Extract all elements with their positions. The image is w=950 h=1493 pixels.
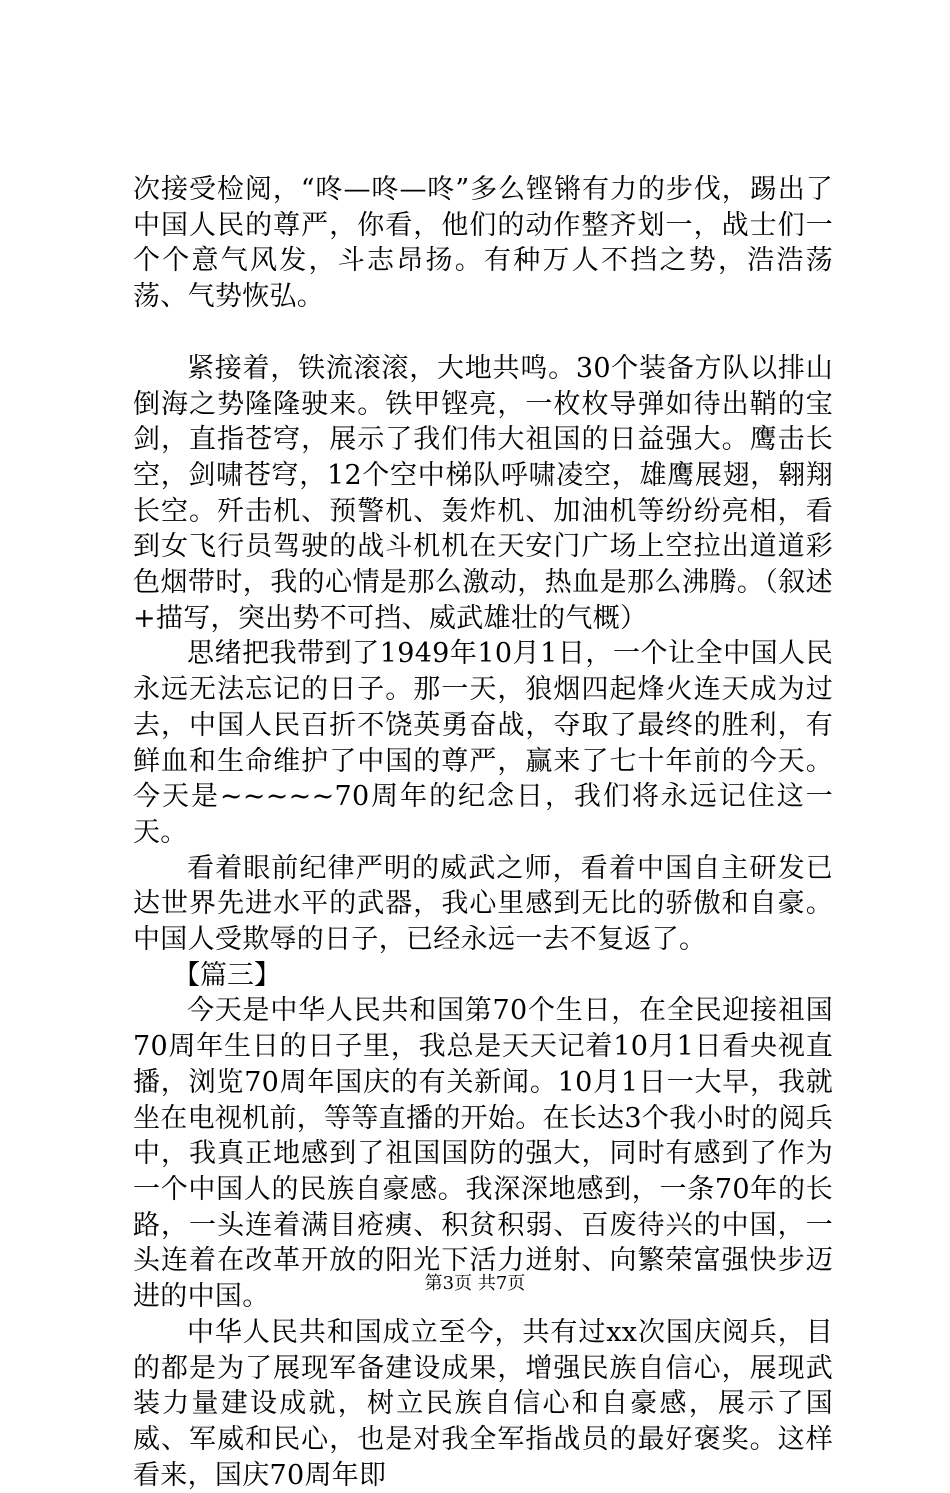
page-footer: 第3页 共7页 <box>424 1273 526 1294</box>
paragraph-3: 思绪把我带到了1949年10月1日，一个让全中国人民永远无法忘记的日子。那一天，狼烟四起烽火连天成为过去，中国人民百折不饶英勇奋战，夺取了最终的胜利，有鲜血和生命维护了中国的尊严，赢来了七十年前的今天。今天是~~~~~70周年的纪念日，我们将永远记住这一天。 <box>133 638 833 848</box>
section-heading: 【篇三】 <box>173 959 281 991</box>
paragraph-5: 今天是中华人民共和国第70个生日，在全民迎接祖国70周年生日的日子里，我总是天天记着10月1日看央视直播，浏览70周年国庆的有关新闻。10月1日一大早，我就坐在电视机前，等等直播的开始。在长达3个我小时的阅兵中，我真正地感到了祖国国防的强大，同时有感到了作为一个中国人的民族自豪感。我深深地感到，一条70年的长路，一头连着满目疮痍、积贫积弱、百废待兴的中国，一头连着在改革开放的阳光下活力迸射、向繁荣富强快步迈进的中国。 <box>133 995 833 1313</box>
paragraph-4: 看着眼前纪律严明的威武之师，看着中国自主研发已达世界先进水平的武器，我心里感到无比的骄傲和自豪。中国人受欺辱的日子，已经永远一去不复返了。 <box>133 852 833 956</box>
paragraph-2: 紧接着，铁流滚滚，大地共鸣。30个装备方队以排山倒海之势隆隆驶来。铁甲铿亮，一枚枚导弹如待出鞘的宝剑，直指苍穹，展示了我们伟大祖国的日益强大。鹰击长空，剑啸苍穹，12个空中梯队呼啸凌空，雄鹰展翅，翱翔长空。歼击机、预警机、轰炸机、加油机等纷纷亮相，看到女飞行员驾驶的战斗机机在天安门广场上空拉出道道彩色烟带时，我的心情是那么激动，热血是那么沸腾。（叙述+描写，突出势不可挡、威武雄壮的气概） <box>133 352 833 634</box>
paragraph-6: 中华人民共和国成立至今，共有过xx次国庆阅兵，目的都是为了展现军备建设成果，增强民族自信心，展现武装力量建设成就，树立民族自信心和自豪感，展示了国威、军威和民心，也是对我全军指战员的最好褒奖。这样看来，国庆70周年即 <box>133 1316 833 1491</box>
paragraph-1: 次接受检阅，“咚—咚—咚”多么铿锵有力的步伐，踢出了中国人民的尊严，你看，他们的动作整齐划一，战士们一个个意气风发，斗志昂扬。有种万人不挡之势，浩浩荡荡、气势恢弘。 <box>133 174 833 313</box>
